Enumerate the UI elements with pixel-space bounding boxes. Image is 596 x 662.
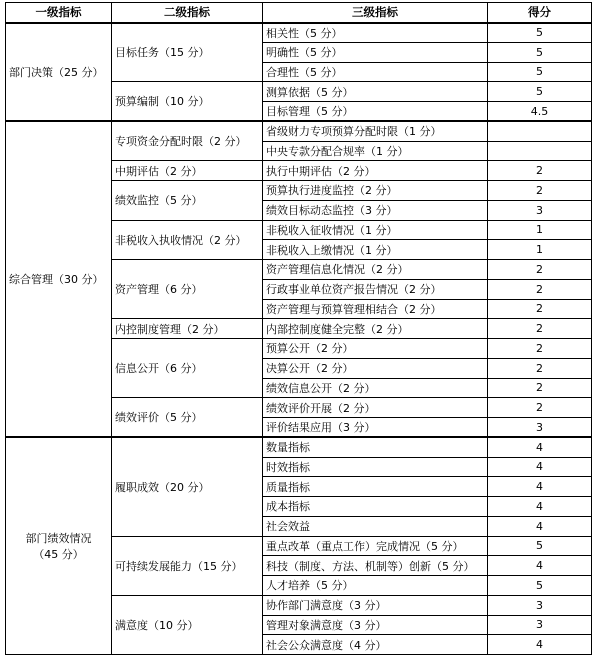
score-cell: 4.5 [488,102,592,122]
level3-cell: 科技（制度、方法、机制等）创新（5 分） [263,556,488,576]
header-level1: 一级指标 [6,3,112,23]
level3-cell: 时效指标 [263,457,488,477]
header-level2: 二级指标 [112,3,263,23]
score-cell: 5 [488,536,592,556]
level1-cell [6,23,112,122]
score-cell: 4 [488,556,592,576]
level3-cell: 内部控制度健全完整（2 分） [263,319,488,339]
level3-cell: 评价结果应用（3 分） [263,418,488,438]
score-cell [488,121,592,141]
level3-cell: 人才培养（5 分） [263,576,488,596]
score-cell: 5 [488,42,592,62]
level3-cell: 决算公开（2 分） [263,358,488,378]
table-row [6,23,592,43]
header-level3: 三级指标 [263,3,488,23]
score-cell: 2 [488,161,592,181]
level3-cell: 重点改革（重点工作）完成情况（5 分） [263,536,488,556]
level3-cell: 非税收入征收情况（1 分） [263,220,488,240]
table-body [6,23,592,655]
score-cell: 2 [488,358,592,378]
level2-cell: 专项资金分配时限（2 分） [112,121,263,161]
score-cell: 2 [488,398,592,418]
level3-cell: 数量指标 [263,437,488,457]
score-cell: 5 [488,62,592,82]
score-cell: 4 [488,457,592,477]
level2-cell: 预算编制（10 分） [112,82,263,122]
level3-cell: 中央专款分配合规率（1 分） [263,141,488,161]
level2-cell: 资产管理（6 分） [112,260,263,319]
level1-cell [6,121,112,437]
level3-cell: 成本指标 [263,497,488,517]
level3-cell: 管理对象满意度（3 分） [263,615,488,635]
level3-cell: 明确性（5 分） [263,42,488,62]
level3-cell: 目标管理（5 分） [263,102,488,122]
score-cell: 2 [488,279,592,299]
header-score: 得分 [488,3,592,23]
score-cell: 2 [488,339,592,359]
level2-cell: 非税收入执收情况（2 分） [112,220,263,260]
level3-cell: 协作部门满意度（3 分） [263,595,488,615]
level3-cell: 预算执行进度监控（2 分） [263,181,488,201]
score-cell: 5 [488,576,592,596]
score-cell: 4 [488,635,592,655]
level3-cell: 行政事业单位资产报告情况（2 分） [263,279,488,299]
score-cell: 2 [488,181,592,201]
level3-cell: 绩效信息公开（2 分） [263,378,488,398]
score-cell: 5 [488,82,592,102]
level2-cell: 履职成效（20 分） [112,437,263,536]
level2-cell: 目标任务（15 分） [112,23,263,82]
level2-cell: 绩效监控（5 分） [112,181,263,221]
level2-cell: 满意度（10 分） [112,595,263,654]
table-row [6,121,592,141]
score-cell: 4 [488,516,592,536]
level1-label: 部门决策（25 分） [9,65,104,79]
score-cell: 4 [488,477,592,497]
score-cell: 4 [488,437,592,457]
score-cell: 2 [488,260,592,280]
score-cell: 3 [488,615,592,635]
level3-cell: 非税收入上缴情况（1 分） [263,240,488,260]
level2-cell: 可持续发展能力（15 分） [112,536,263,595]
score-cell: 1 [488,240,592,260]
score-cell: 2 [488,378,592,398]
level1-cell [6,437,112,654]
level3-cell: 省级财力专项预算分配时限（1 分） [263,121,488,141]
level3-cell: 绩效目标动态监控（3 分） [263,200,488,220]
header-row [6,3,592,23]
level2-cell: 内控制度管理（2 分） [112,319,263,339]
score-cell: 5 [488,23,592,43]
score-cell: 1 [488,220,592,240]
level3-cell: 相关性（5 分） [263,23,488,43]
score-cell: 2 [488,299,592,319]
level2-cell: 绩效评价（5 分） [112,398,263,438]
score-cell: 3 [488,418,592,438]
score-cell: 3 [488,595,592,615]
level1-label: 部门绩效情况 [25,532,92,546]
level3-cell: 资产管理与预算管理相结合（2 分） [263,299,488,319]
level3-cell: 资产管理信息化情况（2 分） [263,260,488,280]
level3-cell: 绩效评价开展（2 分） [263,398,488,418]
performance-evaluation-table [5,2,592,655]
level3-cell: 测算依据（5 分） [263,82,488,102]
level3-cell: 质量指标 [263,477,488,497]
level2-cell: 信息公开（6 分） [112,339,263,398]
level3-cell: 执行中期评估（2 分） [263,161,488,181]
level3-cell: 预算公开（2 分） [263,339,488,359]
level2-cell: 中期评估（2 分） [112,161,263,181]
score-cell: 3 [488,200,592,220]
level3-cell: 社会公众满意度（4 分） [263,635,488,655]
score-cell [488,141,592,161]
table-row [6,437,592,457]
level3-cell: 合理性（5 分） [263,62,488,82]
level1-points: （45 分） [33,548,84,562]
score-cell: 4 [488,497,592,517]
score-cell: 2 [488,319,592,339]
level1-label: 综合管理（30 分） [9,273,104,287]
level3-cell: 社会效益 [263,516,488,536]
